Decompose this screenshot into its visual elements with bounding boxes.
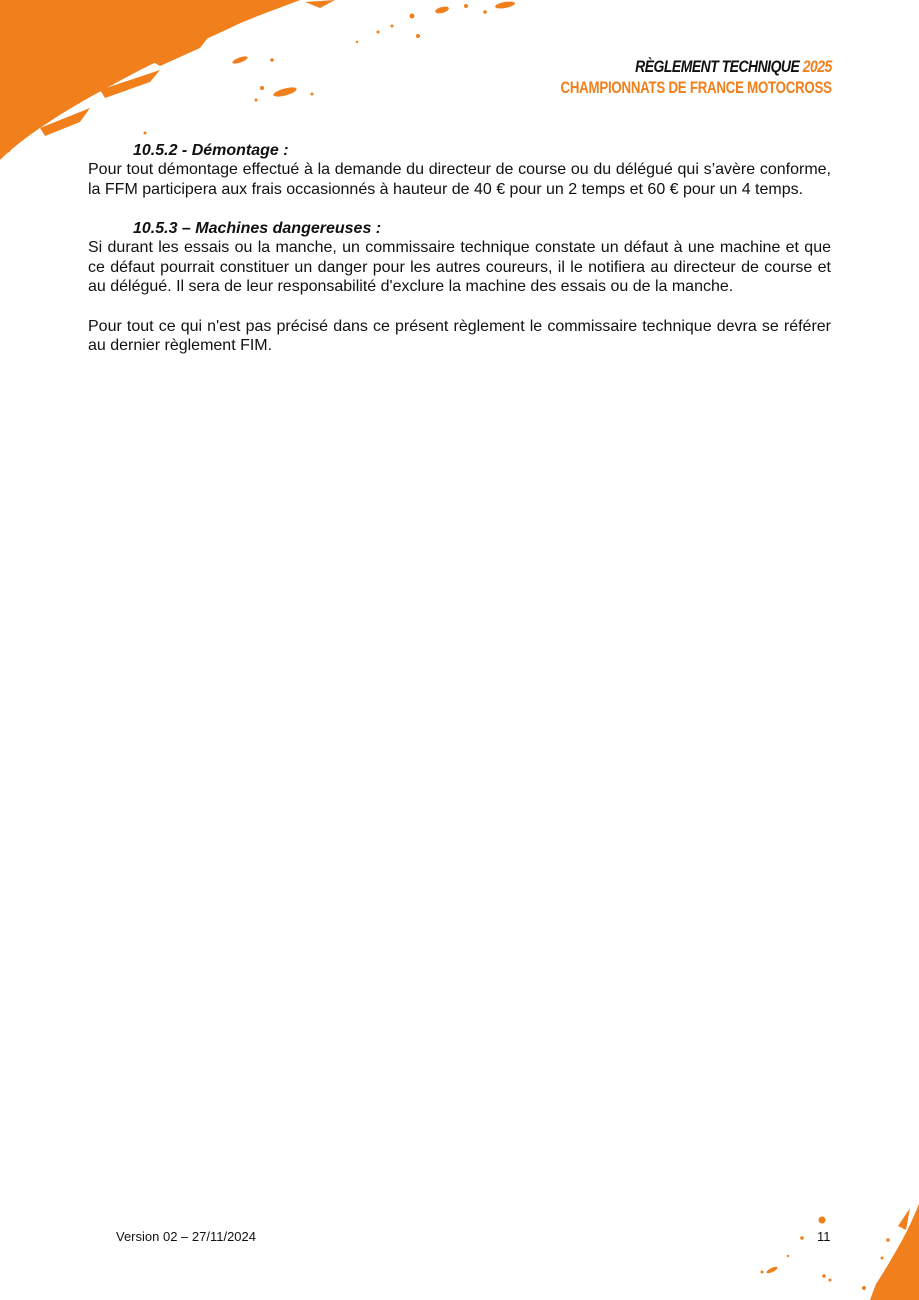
- page-number: 11: [817, 1229, 831, 1244]
- header-title-line: [547, 56, 832, 77]
- section-10-5-2: [88, 141, 831, 199]
- paint-splash-bottom-decoration: [748, 1196, 919, 1300]
- footer-version: Version 02 – 27/11/2024: [116, 1229, 256, 1244]
- section-paragraph: Si durant les essais ou la manche, un commissaire technique constate un défaut à une machine et que ce défaut pourrait constituer un danger pour les autres coureurs, il le notifiera au directeur de course et au délégué. Il sera de leur responsabilité d'exclure la machine des essais ou de la manche.: [88, 239, 831, 295]
- section-10-5-3: [88, 219, 831, 297]
- section-heading: 10.5.2 - Démontage :: [133, 142, 289, 159]
- document-header: [484, 56, 832, 98]
- section-heading: 10.5.3 – Machines dangereuses :: [133, 220, 382, 237]
- header-year: 2025: [802, 57, 832, 76]
- document-body: [88, 141, 831, 356]
- closing-paragraph: Pour tout ce qui n'est pas précisé dans ce présent règlement le commissaire technique devra se référer au dernier règlement FIM.: [88, 317, 831, 354]
- section-paragraph: Pour tout démontage effectué à la demande du directeur de course ou du délégué qui s’avère conforme, la FFM participera aux frais occasionnés à hauteur de 40 € pour un 2 temps et 60 € pour un 4 temps.: [88, 161, 831, 198]
- header-subtitle: CHAMPIONNATS DE FRANCE MOTOCROSS: [560, 78, 832, 97]
- header-title: RÈGLEMENT TECHNIQUE: [635, 57, 800, 76]
